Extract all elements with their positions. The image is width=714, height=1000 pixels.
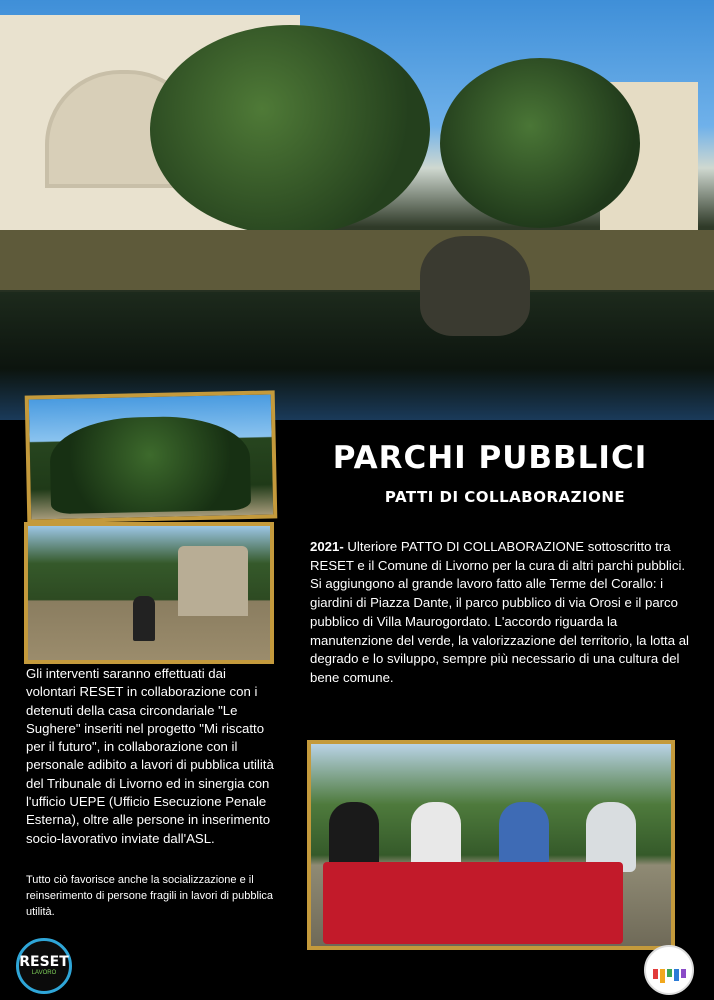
photo-park-dog-walker [24,522,274,664]
photo-press-conference [307,740,675,950]
tree-right [440,58,640,228]
tree-canopy [49,415,251,514]
photo-park-trees [25,390,278,523]
pond-rock [420,236,530,336]
partner-logo-bars [653,969,686,983]
walker-figure [133,596,155,641]
logo-word: RESET [19,954,69,970]
page-title: PARCHI PUBBLICI [332,440,648,476]
page-subtitle: PATTI DI COLLABORAZIONE [384,488,626,506]
side-paragraph: Gli interventi saranno effettuati dai volontari RESET in collaborazione con i detenuti della casa circondariale "Le Sughere" inseriti nel progetto "Mi riscatto per il futuro", in collaborazione con il personale adibito a lavori di pubblica utilità del Tribunale di Livorno ed in sinergia con l'ufficio UEPE (Ufficio Esecuzione Penale Esterna), oltre alle persone in inserimento socio-lavorativo inviate dall'ASL. [26,666,274,846]
main-body: Ulteriore PATTO DI COLLABORAZIONE sottoscritto tra RESET e il Comune di Livorno per la cura di altri parchi pubblici. Si aggiungono al grande lavoro fatto alle Terme del Corallo: i giardini di Piazza Dante, il parco pubblico di via Orosi e il parco pubblico di Villa Maurogordato. L'accordo riguarda la manutenzione del verde, la valorizzazione del territorio, la lotta al degrado e lo sviluppo, sempre più necessario di una cultura del bene comune. [310,539,689,685]
side-note: Tutto ciò favorisce anche la socializzazione e il reinserimento di persone fragili in lavori di pubblica utilità. [26,874,274,918]
hero-photo-park-pond [0,0,714,420]
hedge [0,230,714,290]
park-kiosk [178,546,248,616]
main-paragraph [310,538,700,688]
red-table [323,862,623,944]
tree-left [150,25,430,235]
reset-logo [16,938,72,994]
year-label: 2021- [310,539,344,554]
logo-sub: LAVORO [31,970,57,976]
partner-logo [644,945,694,995]
